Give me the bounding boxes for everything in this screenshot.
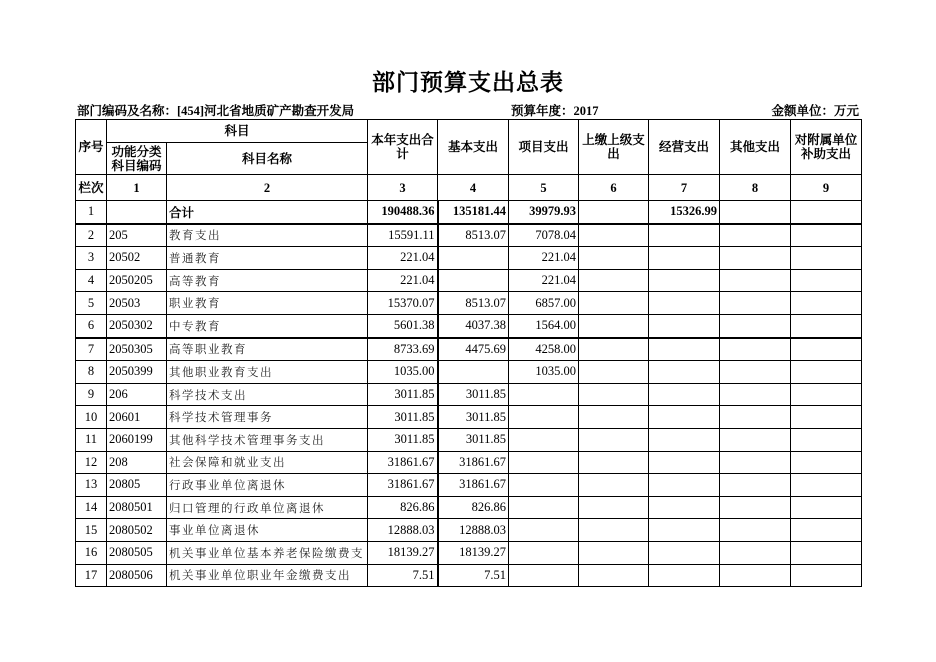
code-cell: 2080506 — [107, 564, 167, 587]
code-cell: 20601 — [107, 406, 167, 429]
name-cell: 行政事业单位离退休 — [167, 474, 368, 497]
upper-cell — [579, 474, 649, 497]
operating-cell — [649, 361, 720, 384]
project-cell: 4258.00 — [509, 338, 579, 361]
budget-table — [75, 119, 862, 587]
operating-cell — [649, 451, 720, 474]
project-cell — [509, 474, 579, 497]
name-cell: 合计 — [167, 201, 368, 224]
operating-cell — [649, 224, 720, 247]
code-cell: 2080501 — [107, 496, 167, 519]
upper-cell — [579, 406, 649, 429]
other-cell — [720, 247, 791, 270]
operating-cell — [649, 519, 720, 542]
subsidy-cell — [791, 361, 862, 384]
upper-cell — [579, 361, 649, 384]
department-label: 部门编码及名称：[454]河北省地质矿产勘查开发局 — [77, 104, 355, 118]
seq-cell: 8 — [76, 361, 107, 384]
upper-cell — [579, 519, 649, 542]
other-cell — [720, 201, 791, 224]
upper-cell — [579, 292, 649, 315]
project-cell: 1035.00 — [509, 361, 579, 384]
code-cell: 2050399 — [107, 361, 167, 384]
seq-cell: 17 — [76, 564, 107, 587]
subsidy-cell — [791, 224, 862, 247]
subsidy-cell — [791, 541, 862, 564]
table-row — [76, 383, 862, 406]
table-row — [76, 361, 862, 384]
project-cell — [509, 428, 579, 451]
other-cell — [720, 451, 791, 474]
table-row — [76, 269, 862, 292]
subsidy-cell — [791, 428, 862, 451]
header-project: 项目支出 — [509, 120, 579, 175]
seq-cell: 16 — [76, 541, 107, 564]
upper-cell — [579, 224, 649, 247]
subsidy-cell — [791, 519, 862, 542]
basic-cell: 8513.07 — [438, 292, 509, 315]
code-cell: 208 — [107, 451, 167, 474]
name-cell: 高等教育 — [167, 269, 368, 292]
total-cell: 15591.11 — [368, 224, 438, 247]
table-row — [76, 292, 862, 315]
total-cell: 3011.85 — [368, 428, 438, 451]
seq-cell: 15 — [76, 519, 107, 542]
total-cell: 5601.38 — [368, 314, 438, 337]
upper-cell — [579, 541, 649, 564]
other-cell — [720, 519, 791, 542]
table-row — [76, 451, 862, 474]
other-cell — [720, 541, 791, 564]
name-cell: 职业教育 — [167, 292, 368, 315]
total-cell: 31861.67 — [368, 474, 438, 497]
subsidy-cell — [791, 292, 862, 315]
other-cell — [720, 314, 791, 337]
table-row — [76, 201, 862, 224]
subsidy-cell — [791, 314, 862, 337]
column-number: 6 — [579, 175, 649, 201]
column-number: 7 — [649, 175, 720, 201]
other-cell — [720, 224, 791, 247]
seq-cell: 12 — [76, 451, 107, 474]
other-cell — [720, 361, 791, 384]
other-cell — [720, 474, 791, 497]
basic-cell: 18139.27 — [438, 541, 509, 564]
column-number: 1 — [107, 175, 167, 201]
name-cell: 事业单位离退休 — [167, 519, 368, 542]
operating-cell: 15326.99 — [649, 201, 720, 224]
header-subsidy: 对附属单位补助支出 — [791, 120, 862, 175]
operating-cell — [649, 314, 720, 337]
header-col-label: 栏次 — [76, 175, 107, 201]
seq-cell: 4 — [76, 269, 107, 292]
operating-cell — [649, 269, 720, 292]
code-cell — [107, 201, 167, 224]
table-row — [76, 224, 862, 247]
code-cell: 2050305 — [107, 338, 167, 361]
header-func-code: 功能分类科目编码 — [107, 143, 167, 175]
subsidy-cell — [791, 474, 862, 497]
column-number: 2 — [167, 175, 368, 201]
upper-cell — [579, 247, 649, 270]
project-cell: 221.04 — [509, 269, 579, 292]
project-cell — [509, 564, 579, 587]
basic-cell — [438, 269, 509, 292]
name-cell: 普通教育 — [167, 247, 368, 270]
seq-cell: 14 — [76, 496, 107, 519]
other-cell — [720, 292, 791, 315]
name-cell: 科学技术管理事务 — [167, 406, 368, 429]
table-row — [76, 314, 862, 337]
total-cell: 221.04 — [368, 269, 438, 292]
seq-cell: 1 — [76, 201, 107, 224]
seq-cell: 11 — [76, 428, 107, 451]
name-cell: 高等职业教育 — [167, 338, 368, 361]
basic-cell — [438, 247, 509, 270]
operating-cell — [649, 338, 720, 361]
table-row — [76, 564, 862, 587]
subsidy-cell — [791, 383, 862, 406]
project-cell — [509, 383, 579, 406]
table-row — [76, 496, 862, 519]
column-number: 3 — [368, 175, 438, 201]
basic-cell: 4037.38 — [438, 314, 509, 337]
total-cell: 3011.85 — [368, 406, 438, 429]
name-cell: 机关事业单位职业年金缴费支出 — [167, 564, 368, 587]
basic-cell: 4475.69 — [438, 338, 509, 361]
code-cell: 20805 — [107, 474, 167, 497]
upper-cell — [579, 269, 649, 292]
upper-cell — [579, 314, 649, 337]
subsidy-cell — [791, 269, 862, 292]
total-cell: 1035.00 — [368, 361, 438, 384]
basic-cell: 3011.85 — [438, 406, 509, 429]
table-row — [76, 338, 862, 361]
seq-cell: 5 — [76, 292, 107, 315]
total-cell: 31861.67 — [368, 451, 438, 474]
name-cell: 其他科学技术管理事务支出 — [167, 428, 368, 451]
other-cell — [720, 338, 791, 361]
basic-cell: 3011.85 — [438, 383, 509, 406]
other-cell — [720, 428, 791, 451]
table-row — [76, 406, 862, 429]
header-basic: 基本支出 — [438, 120, 509, 175]
code-cell: 2050205 — [107, 269, 167, 292]
other-cell — [720, 406, 791, 429]
table-row — [76, 541, 862, 564]
operating-cell — [649, 564, 720, 587]
basic-cell: 12888.03 — [438, 519, 509, 542]
project-cell: 6857.00 — [509, 292, 579, 315]
column-number: 4 — [438, 175, 509, 201]
basic-cell: 7.51 — [438, 564, 509, 587]
subsidy-cell — [791, 406, 862, 429]
name-cell: 中专教育 — [167, 314, 368, 337]
header-subject-name: 科目名称 — [167, 143, 368, 175]
other-cell — [720, 269, 791, 292]
total-cell: 221.04 — [368, 247, 438, 270]
seq-cell: 9 — [76, 383, 107, 406]
total-cell: 826.86 — [368, 496, 438, 519]
project-cell — [509, 541, 579, 564]
other-cell — [720, 564, 791, 587]
column-number: 5 — [509, 175, 579, 201]
operating-cell — [649, 474, 720, 497]
code-cell: 2050302 — [107, 314, 167, 337]
basic-cell: 31861.67 — [438, 451, 509, 474]
subsidy-cell — [791, 496, 862, 519]
basic-cell: 135181.44 — [438, 201, 509, 224]
column-number: 8 — [720, 175, 791, 201]
table-row — [76, 474, 862, 497]
total-cell: 18139.27 — [368, 541, 438, 564]
upper-cell — [579, 428, 649, 451]
project-cell — [509, 451, 579, 474]
subsidy-cell — [791, 564, 862, 587]
code-cell: 2080505 — [107, 541, 167, 564]
seq-cell: 6 — [76, 314, 107, 337]
header-other: 其他支出 — [720, 120, 791, 175]
project-cell — [509, 519, 579, 542]
basic-cell: 8513.07 — [438, 224, 509, 247]
total-cell: 8733.69 — [368, 338, 438, 361]
project-cell: 7078.04 — [509, 224, 579, 247]
operating-cell — [649, 247, 720, 270]
name-cell: 其他职业教育支出 — [167, 361, 368, 384]
basic-cell — [438, 361, 509, 384]
upper-cell — [579, 201, 649, 224]
seq-cell: 7 — [76, 338, 107, 361]
other-cell — [720, 383, 791, 406]
code-cell: 206 — [107, 383, 167, 406]
subsidy-cell — [791, 338, 862, 361]
page-title: 部门预算支出总表 — [372, 70, 564, 95]
operating-cell — [649, 496, 720, 519]
unit-label: 金额单位：万元 — [771, 104, 859, 118]
seq-cell: 2 — [76, 224, 107, 247]
upper-cell — [579, 338, 649, 361]
project-cell — [509, 406, 579, 429]
table-row — [76, 428, 862, 451]
basic-cell: 31861.67 — [438, 474, 509, 497]
total-cell: 15370.07 — [368, 292, 438, 315]
operating-cell — [649, 292, 720, 315]
code-cell: 205 — [107, 224, 167, 247]
operating-cell — [649, 428, 720, 451]
code-cell: 20502 — [107, 247, 167, 270]
column-number: 9 — [791, 175, 862, 201]
project-cell: 39979.93 — [509, 201, 579, 224]
operating-cell — [649, 406, 720, 429]
header-upper: 上缴上级支出 — [579, 120, 649, 175]
total-cell: 3011.85 — [368, 383, 438, 406]
subsidy-cell — [791, 201, 862, 224]
name-cell: 机关事业单位基本养老保险缴费支 — [167, 541, 368, 564]
upper-cell — [579, 496, 649, 519]
name-cell: 教育支出 — [167, 224, 368, 247]
table-row — [76, 519, 862, 542]
budget-year-label: 预算年度：2017 — [511, 104, 599, 118]
code-cell: 2080502 — [107, 519, 167, 542]
subsidy-cell — [791, 451, 862, 474]
project-cell: 1564.00 — [509, 314, 579, 337]
header-seq: 序号 — [76, 120, 107, 175]
seq-cell: 3 — [76, 247, 107, 270]
header-operating: 经营支出 — [649, 120, 720, 175]
table-row — [76, 247, 862, 270]
seq-cell: 10 — [76, 406, 107, 429]
operating-cell — [649, 383, 720, 406]
header-subject: 科目 — [107, 120, 368, 143]
name-cell: 归口管理的行政单位离退休 — [167, 496, 368, 519]
upper-cell — [579, 383, 649, 406]
code-cell: 2060199 — [107, 428, 167, 451]
code-cell: 20503 — [107, 292, 167, 315]
operating-cell — [649, 541, 720, 564]
seq-cell: 13 — [76, 474, 107, 497]
upper-cell — [579, 451, 649, 474]
name-cell: 科学技术支出 — [167, 383, 368, 406]
upper-cell — [579, 564, 649, 587]
other-cell — [720, 496, 791, 519]
project-cell: 221.04 — [509, 247, 579, 270]
total-cell: 190488.36 — [368, 201, 438, 224]
subsidy-cell — [791, 247, 862, 270]
project-cell — [509, 496, 579, 519]
total-cell: 12888.03 — [368, 519, 438, 542]
basic-cell: 826.86 — [438, 496, 509, 519]
total-cell: 7.51 — [368, 564, 438, 587]
basic-cell: 3011.85 — [438, 428, 509, 451]
header-total: 本年支出合计 — [368, 120, 438, 175]
name-cell: 社会保障和就业支出 — [167, 451, 368, 474]
